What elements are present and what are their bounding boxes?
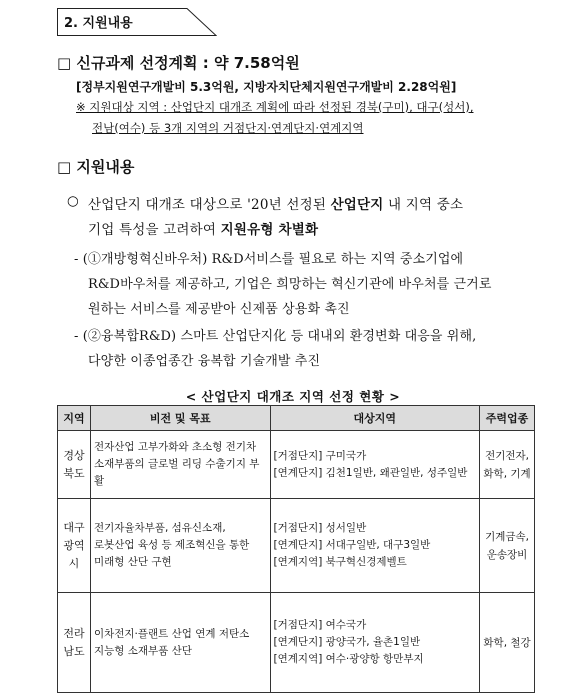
vision-line: 전기자율차부품, 섬유신소재, bbox=[93, 522, 226, 534]
industry-line: 화학, 철강 bbox=[483, 636, 531, 649]
plan-note-line2: 전남(여수) 등 3개 지역의 거점단지·연계단지·연계지역 bbox=[92, 121, 364, 135]
bullet-line1-text: 산업단지 대개조 대상으로 '20년 선정된 bbox=[88, 197, 331, 213]
area-line: [연계지역] 북구혁신경제벨트 bbox=[273, 556, 407, 568]
area-line: [연계단지] 광양국가, 율촌1일반 bbox=[273, 636, 421, 648]
area-line: [거점단지] 여수국가 bbox=[273, 619, 367, 631]
vision-cell bbox=[90, 431, 270, 499]
sub1-line3: 원하는 서비스를 제공받아 신제품 상용화 촉진 bbox=[88, 302, 350, 317]
vision-line: 전자산업 고부가화와 초소형 전기차 bbox=[93, 441, 257, 453]
region-line: 광역시 bbox=[63, 538, 85, 570]
areas-cell bbox=[270, 593, 480, 693]
header-vision: 비전 및 목표 bbox=[90, 406, 270, 431]
bullet-line2 bbox=[88, 218, 318, 238]
vision-cell bbox=[90, 593, 270, 693]
support-heading: □ 지원내용 bbox=[57, 158, 135, 176]
areas-cell bbox=[270, 499, 480, 593]
bullet-line2-bold: 지원유형 차별화 bbox=[220, 222, 319, 238]
region-cell bbox=[58, 593, 91, 693]
plan-heading: □ 신규과제 선정계획 : 약 7.58억원 bbox=[57, 54, 300, 72]
vision-cell bbox=[90, 499, 270, 593]
bullet-line2-text: 기업 특성을 고려하여 bbox=[88, 222, 221, 238]
bullet-line1-bold: 산업단지 bbox=[330, 197, 384, 213]
header-industry: 주력업종 bbox=[480, 406, 535, 431]
area-line: [연계지역] 여수·광양항 항만부지 bbox=[273, 653, 424, 665]
region-line: 북도 bbox=[63, 466, 85, 480]
sub2-line2: 다양한 이종업종간 융복합 기술개발 추진 bbox=[88, 354, 321, 369]
area-line: [연계단지] 김천1일반, 왜관일반, 성주일반 bbox=[273, 466, 468, 479]
industry-cell bbox=[480, 431, 535, 499]
table-row bbox=[58, 431, 535, 499]
table-row bbox=[58, 499, 535, 593]
areas-cell bbox=[270, 431, 480, 499]
table-title: < 산업단지 대개조 지역 선정 현황 > bbox=[185, 389, 401, 404]
region-line: 전라 bbox=[63, 626, 85, 640]
industry-line: 전기전자, bbox=[485, 449, 529, 462]
sub1-line1: - (①개방형혁신바우처) R&D서비스를 필요로 하는 지역 중소기업에 bbox=[74, 252, 464, 267]
vision-line: 이차전지·플랜트 산업 연계 저탄소 bbox=[93, 627, 250, 640]
bullet-marker: ○ bbox=[67, 193, 79, 209]
region-line: 남도 bbox=[63, 644, 85, 658]
region-cell bbox=[58, 431, 91, 499]
sub1-line2: R&D바우처를 제공하고, 기업은 희망하는 혁신기관에 바우처를 근거로 bbox=[88, 277, 492, 292]
region-table bbox=[57, 405, 535, 693]
header-areas: 대상지역 bbox=[270, 406, 480, 431]
vision-line: 로봇산업 육성 등 제조혁신을 통한 bbox=[93, 539, 250, 551]
table-header-row bbox=[58, 406, 535, 431]
header-region: 지역 bbox=[58, 406, 91, 431]
plan-budget: [정부지원연구개발비 5.3억원, 지방자치단체지원연구개발비 2.28억원] bbox=[76, 80, 457, 94]
vision-line: 미래형 산단 구현 bbox=[93, 556, 172, 568]
region-line: 대구 bbox=[63, 520, 85, 534]
region-cell bbox=[58, 499, 91, 593]
area-line: [연계단지] 서대구일반, 대구3일반 bbox=[273, 539, 431, 551]
area-line: [거점단지] 구미국가 bbox=[273, 449, 367, 462]
bullet-line1-tail: 내 지역 중소 bbox=[383, 197, 464, 213]
area-line: [거점단지] 성서일반 bbox=[273, 522, 367, 534]
sub2-line1: - (②융복합R&D) 스마트 산업단지化 등 대내외 환경변화 대응을 위해, bbox=[74, 329, 477, 344]
bullet-line1 bbox=[88, 193, 463, 213]
industry-cell bbox=[480, 499, 535, 593]
industry-cell bbox=[480, 593, 535, 693]
industry-line: 운송장비 bbox=[486, 548, 528, 561]
section-title: 2. 지원내용 bbox=[64, 16, 133, 31]
plan-note-line1: ※ 지원대상 지역 : 산업단지 대개조 계획에 따라 선정된 경북(구미), 대구(성서), bbox=[76, 100, 474, 114]
industry-line: 기계금속, bbox=[485, 530, 529, 543]
table-row bbox=[58, 593, 535, 693]
vision-line: 지능형 소재부품 산단 bbox=[93, 644, 192, 657]
vision-line: 소재부품의 글로벌 리딩 수출기지 부활 bbox=[93, 458, 260, 487]
region-line: 경상 bbox=[63, 448, 85, 462]
industry-line: 화학, 기계 bbox=[483, 467, 531, 480]
